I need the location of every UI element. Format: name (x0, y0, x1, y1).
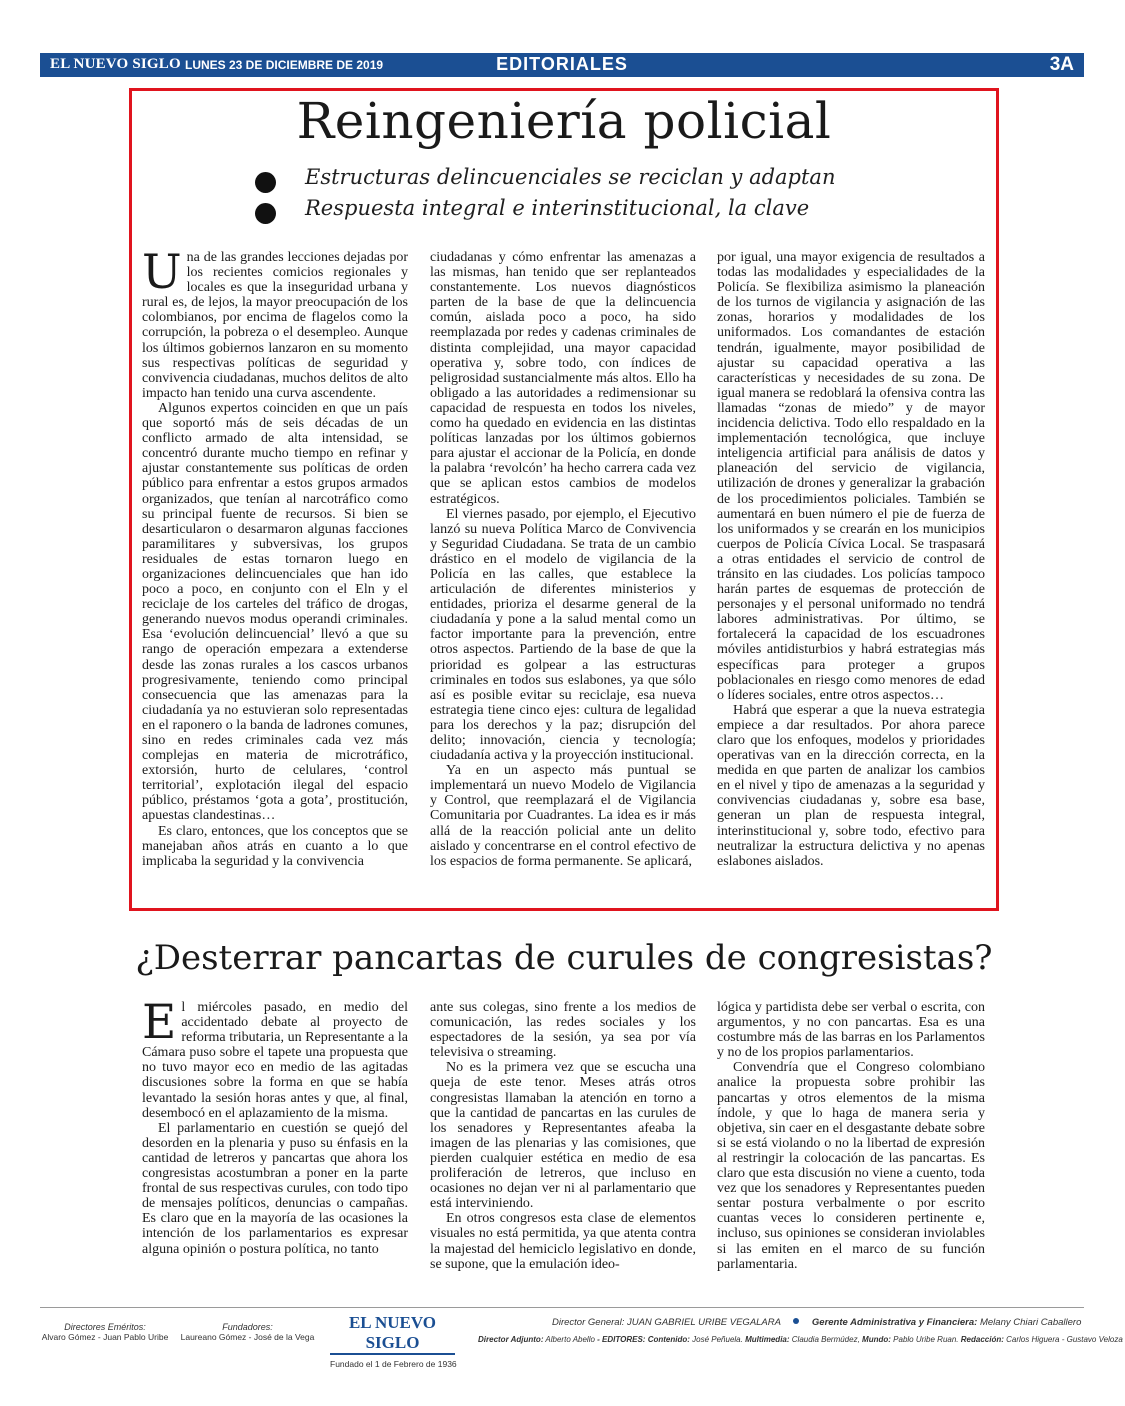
paragraph: ante sus colegas, sino frente a los medios de comunicación, las redes sociales y los espectadores de la sesión, ya sea por vía televisiva o streaming. (430, 1000, 696, 1061)
editorial-2-column-3 (717, 1000, 985, 1272)
bullet-icon (255, 172, 276, 193)
issue-date: LUNES 23 DE DICIEMBRE DE 2019 (185, 58, 384, 72)
footer-divider (40, 1307, 1084, 1308)
summary-text: Respuesta integral e interinstitucional, la clave (305, 196, 810, 220)
editors-content: José Peñuela. (692, 1335, 743, 1344)
emeritus-block (40, 1322, 170, 1342)
paragraph: Algunos expertos coinciden en que un país que soportó más de seis décadas de un conflicto armado de alta intensidad, se concentró durante mucho tiempo en refinar y ajustar constantemente sus políticas de orden público para enfrentar a estos grupos armados organizados, que tenían al narcotráfico como su principal fuente de recursos. Si bien se desarticularon o desarmaron algunas facciones paramilitares y subversivas, los grupos residuales de estas tornaron luego en organizaciones delincuenciales que han ido poco a poco, en conjunto con el Eln y el reciclaje de los carteles del tráfico de drogas, generando nuevos modus operandi criminales. Esa ‘evolución delincuencial’ llevó a que su rango de operación empezara a extenderse desde las zonas rurales a los cascos urbanos progresivamente, teniendo como principal consecuencia que las amenazas para la ciudadanía ya no estuvieran solo representadas en el raponero o la banda de ladrones comunes, sino en redes criminales cada vez más complejas en materia de microtráfico, extorsión, hurto de celulares, ‘control territorial’, explotación ilegal del espacio público, préstamos ‘gota a gota’, prostitución, apuestas clandestinas… (142, 400, 408, 824)
newspaper-brand: EL NUEVO SIGLO (50, 56, 181, 72)
multimedia-name: Claudia Bermúdez, (791, 1335, 860, 1344)
editorial-2-title: ¿Desterrar pancartas de curules de congresistas? (135, 938, 993, 978)
redaccion-name: Carlos Higuera - Gustavo Veloza (1006, 1335, 1123, 1344)
paragraph: Habrá que esperar a que la nueva estrategia empiece a dar resultados. Por ahora parece claro que los enfoques, modelos y prioridades operativas van en la dirección correcta, en la medida en que parten de analizar los cambios en el nivel y tipo de amenazas a la seguridad y convivencias ciudadanas y, sobre esa base, generan un plan de respuesta integral, interinstitucional y, sobre todo, efectivo para neutralizar la estructura delictiva y no apenas eslabones aislados. (717, 702, 985, 869)
paragraph (142, 245, 408, 401)
masthead-logo: EL NUEVO SIGLO (330, 1313, 455, 1355)
summary-text: Estructuras delincuenciales se reciclan y adaptan (305, 165, 836, 189)
emeritus-label: Directores Eméritos: (64, 1322, 146, 1332)
founders-block (180, 1322, 315, 1342)
redaccion-label: Redacción: (960, 1335, 1004, 1344)
page-number: 3A (1049, 54, 1074, 75)
manager-name: Melany Chiari Caballero (979, 1317, 1082, 1328)
separator-dot-icon (793, 1318, 799, 1324)
adjunto-name: Alberto Abello (545, 1335, 595, 1344)
staff-line (478, 1335, 1123, 1344)
paragraph: El parlamentario en cuestión se quejó del desorden en la plenaria y puso su énfasis en la cantidad de letreros y pancartas que ahora los congresistas acostumbran a poner en la parte frontal de sus respectivas curules, con todo tipo de mensajes políticos, denuncias o campañas. Es claro que en la mayoría de las ocasiones la intención de los parlamentarios es expresar alguna opinión o postura política, no tanto (142, 1120, 408, 1257)
bullet-icon (255, 203, 276, 224)
paragraph: El viernes pasado, por ejemplo, el Ejecutivo lanzó su nueva Política Marco de Convivencia y Seguridad Ciudadana. Se trata de un cambio drástico en el modelo de vigilancia de la Policía en las calles, que establece la articulación de diferentes ministerios y entidades, prioriza el desarme general de la ciudadanía y pone a la salud mental como un factor importante para la prevención, entre otros aspectos. Partiendo de la base de que la prioridad es golpear a las estructuras criminales en todos sus eslabones, ya que sólo así es posible evitar su reciclaje, esa nueva estrategia tiene cinco ejes: cultura de legalidad para los derechos y la paz; disrupción del delito; innovación, ciencia y tecnología; ciudadanía activa y la proyección institucional. (430, 506, 696, 764)
manager-label: Gerente Administrativa y Financiera: (811, 1317, 978, 1328)
paragraph: ciudadanas y cómo enfrentar las amenazas a las mismas, han tenido que ser replanteados constantemente. Los nuevos diagnósticos parten de la base de que la delincuencia común, aislada poco a poco, ha sido reemplazada por redes y cadenas criminales de distinta complejidad, una mayor capacidad operativa y, sobre todo, con índices de peligrosidad sustancialmente más altos. Ello ha obligado a las autoridades a redimensionar su capacidad de respuesta en todos los niveles, como ha quedado en evidencia en las distintas políticas lanzadas por los últimos gobiernos para ajustar el accionar de la Policía, en donde la palabra ‘revolcón’ ha hecho carrera cada vez que se aplican estos cambios de modelos estratégicos. (430, 250, 696, 507)
paragraph-text: na de las grandes lecciones dejadas por los recientes comicios regionales y locales es que la inseguridad urbana y rural es, de lejos, la mayor preocupación de los colombianos, por encima de flagelos como la corrupción, la pobreza o el desempleo. Aunque los últimos gobiernos lanzaron en su momento sus respectivas políticas de seguridad y convivencia ciudadanas, muchos delitos de alto impacto han tenido una curva ascendente. (142, 250, 408, 401)
paragraph-text: l miércoles pasado, en medio del accidentado debate al proyecto de reforma tributaria, un Representante a la Cámara puso sobre el tapete una propuesta que no tuvo mayor eco en medio de las agitadas discusiones sobre la forma en que se había levantado la sesión horas antes y que, al final, desembocó en el aplazamiento de la misma. (142, 1000, 408, 1121)
mundo-label: Mundo: (862, 1335, 891, 1344)
director-label: Director General: (552, 1317, 625, 1328)
paragraph: por igual, una mayor exigencia de resultados a todas las modalidades y especialidades de la Policía. Se flexibiliza asimismo la planeación de los turnos de vigilancia y asignación de las zonas, horarios y modalidades de los uniformados. Los comandantes de estación tendrán, igualmente, mayor posibilidad de ajustar su capacidad operativa a las características y necesidades de su zona. De igual manera se redoblará la ofensiva contra las llamadas “zonas de miedo” y de mayor incidencia delictiva. Todo ello respaldado en la implementación tecnológica, que incluye inteligencia artificial para análisis de datos y planeación del servicio de vigilancia, utilización de drones y generalizar la grabación de los procedimientos policiales. También se aumentará en buen número el pie de fuerza de los uniformados y se crearán en los municipios cuerpos de Policía Cívica Local. Se traspasará a otras entidades el servicio de control de tránsito en las ciudades. Los policías tampoco harán partes de esquemas de protección de personajes y el personal uniformado no tendrá labores administrativas. Por último, se fortalecerá la capacidad de los escuadrones móviles antidisturbios y habrá estrategias más específicas para proteger a grupos poblacionales en riesgo como menores de edad o líderes sociales, entre otros aspectos… (717, 250, 985, 703)
editorial-2-column-2 (430, 1000, 696, 1272)
paragraph: No es la primera vez que se escucha una queja de este tenor. Meses atrás otros congresistas llamaban la atención en torno a que la cantidad de pancartas en las curules de los senadores y Representantes afeaba la imagen de las plenarias y las comisiones, que pierden cualquier estética en medio de esa proliferación de letreros, que incluso en ocasiones no dejan ver ni al parlamentario que está interviniendo. (430, 1060, 696, 1212)
masthead-logo-block (330, 1313, 455, 1369)
adjunto-label: Director Adjunto: (478, 1335, 544, 1344)
editorial-column-3 (717, 250, 985, 869)
editorial-column-2 (430, 250, 696, 869)
editorial-2-column-1 (142, 995, 408, 1257)
paragraph: Es claro, entonces, que los conceptos que se manejaban años atrás en cuanto a lo que implicaba la seguridad y la convivencia (142, 823, 408, 869)
multimedia-label: Multimedia: (745, 1335, 790, 1344)
drop-cap: U (142, 245, 182, 300)
mundo-name: Pablo Uribe Ruan. (893, 1335, 959, 1344)
paragraph (142, 995, 408, 1121)
editorial-column-1 (142, 245, 408, 869)
paragraph: En otros congresos esta clase de elementos visuales no está permitida, ya que atenta contra la majestad del hemiciclo legislativo en donde, se supone, que la emulación ideo- (430, 1211, 696, 1272)
founders-label: Fundadores: (222, 1322, 273, 1332)
header-bar (40, 53, 1084, 77)
founders-names: Laureano Gómez - José de la Vega (180, 1332, 315, 1342)
paragraph: Ya en un aspecto más puntual se implementará un nuevo Modelo de Vigilancia y Control, que reemplazará el de Vigilancia Comunitaria por Cuadrantes. La idea es ir más allá de la reacción policial ante un delito aislado y concentrarse en el control efectivo de los espacios de forma permanente. Se aplicará, (430, 763, 696, 869)
editorial-title: Reingeniería policial (296, 92, 832, 150)
editors-label: - EDITORES: Contenido: (597, 1335, 690, 1344)
paragraph: Convendría que el Congreso colombiano analice la propuesta sobre prohibir las pancartas y otros elementos de la misma índole, y que lo haga de manera seria y objetiva, sin caer en el desgastante debate sobre si se está violando o no la libertad de expresión al restringir la colocación de las pancartas. Es claro que esta discusión no viene a cuento, toda vez que los senadores y Representantes pueden sentar postura verbalmente o por escrito cuantas veces lo consideren pertinente e, incluso, sus opiniones se consideran inviolables si las emiten en el marco de su función parlamentaria. (717, 1060, 985, 1272)
emeritus-names: Alvaro Gómez - Juan Pablo Uribe (41, 1332, 169, 1342)
director-name: JUAN GABRIEL URIBE VEGALARA (626, 1317, 781, 1328)
drop-cap: E (142, 995, 177, 1050)
section-title: EDITORIALES (496, 54, 628, 74)
director-line (552, 1317, 1081, 1328)
founded-date: Fundado el 1 de Febrero de 1936 (330, 1359, 457, 1369)
paragraph: lógica y partidista debe ser verbal o escrita, con argumentos, y no con pancartas. Esa es una costumbre más de las barras en los Parlamentos y no de los propios parlamentarios. (717, 1000, 985, 1061)
